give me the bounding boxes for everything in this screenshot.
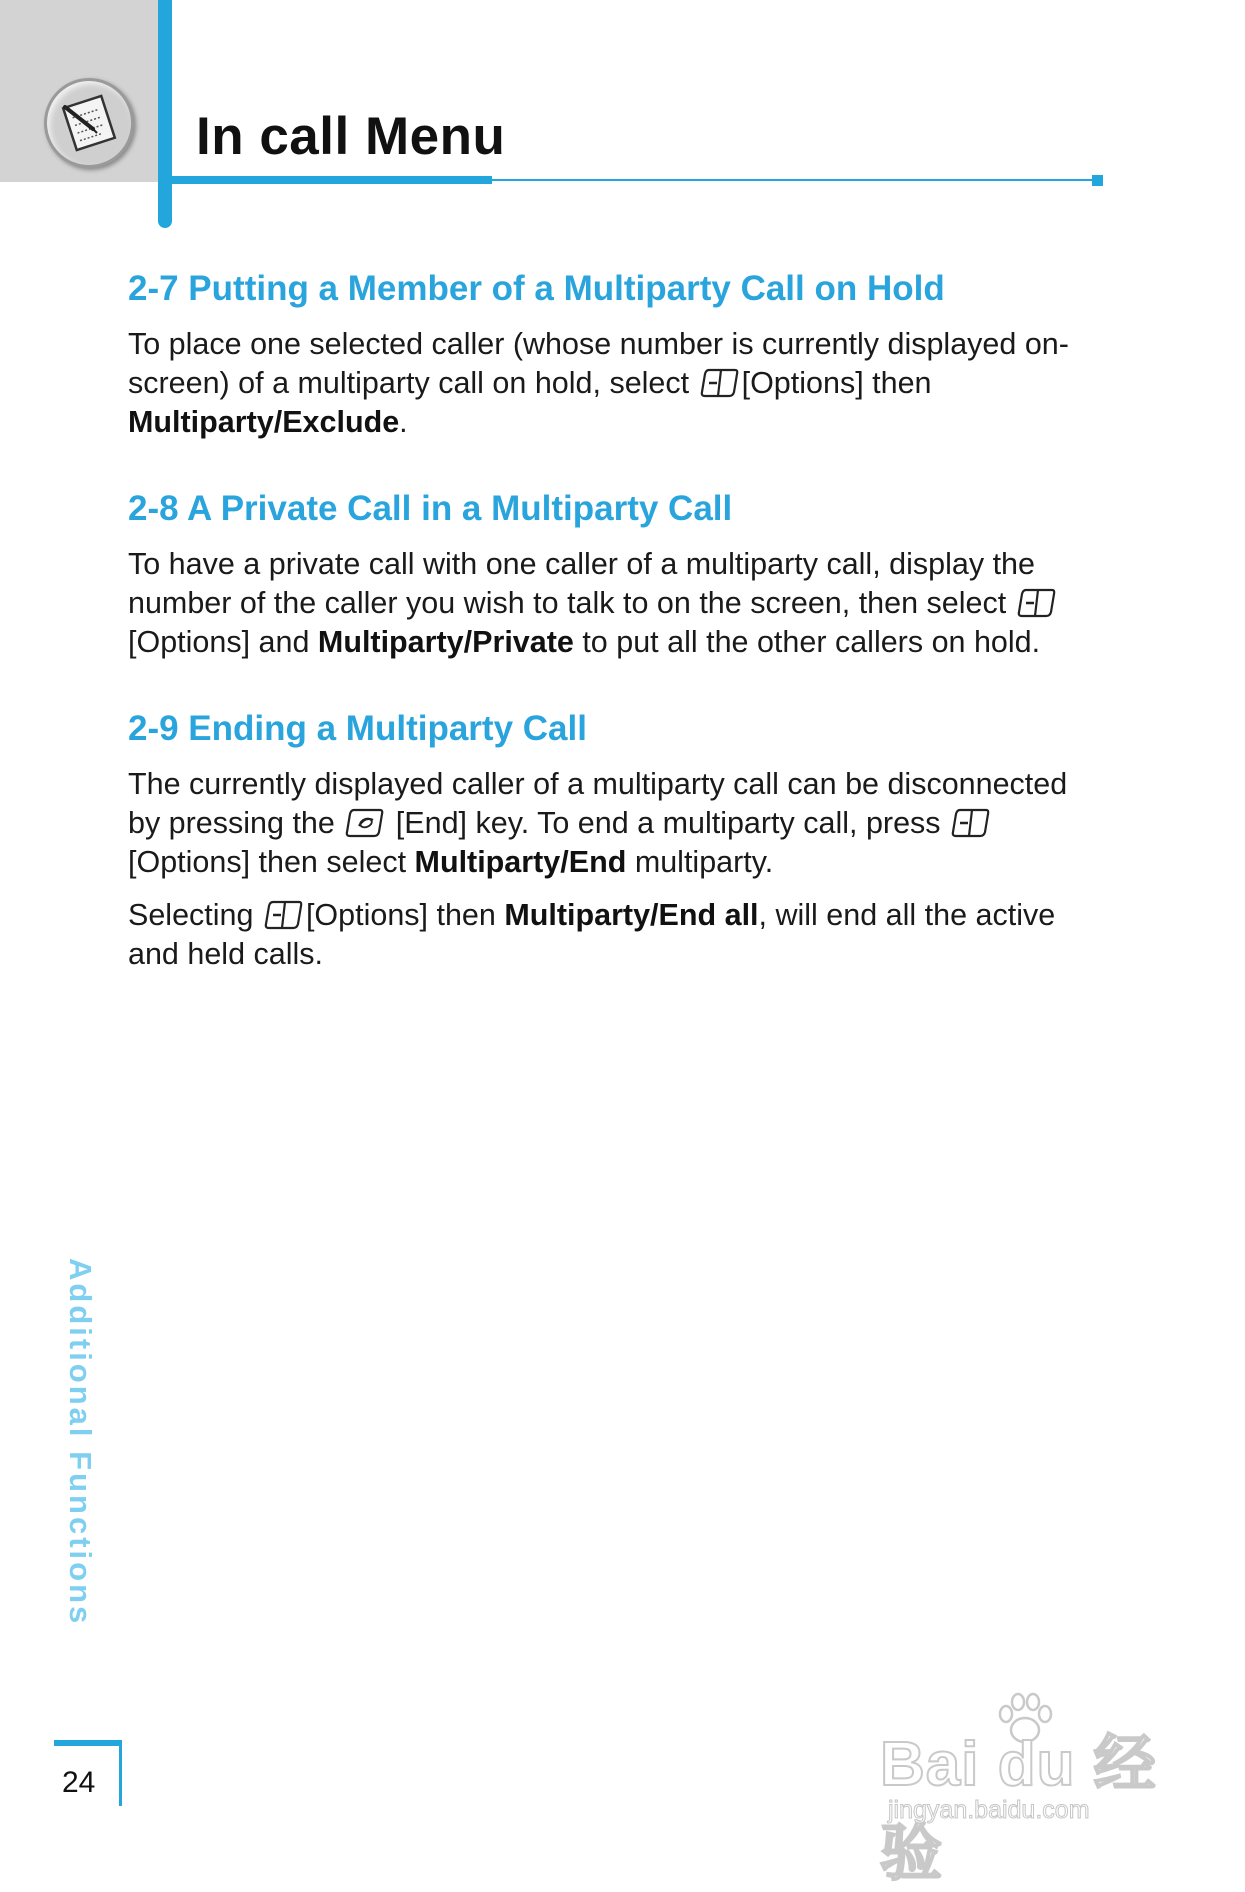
section-paragraph: To place one selected caller (whose number is currently displayed on-screen) of a multiparty call on hold, select [Options] then Multiparty/Exclude. [128,327,1069,439]
header-rule-thick [172,176,492,184]
watermark [880,1690,1180,1888]
section-heading: 2-8 A Private Call in a Multiparty Call [128,489,733,528]
page-title: In call Menu [196,107,506,166]
header-rule-end-square [1092,175,1103,186]
left-soft-key-icon [949,808,991,838]
left-soft-key-icon [1015,588,1057,618]
section-2-9 [128,702,1098,974]
side-section-label: Additional Functions [63,1258,98,1627]
header-rule-thin [492,179,1092,181]
page-number: 24 [62,1766,96,1799]
section-2-8 [128,482,1098,662]
left-soft-key-icon [698,368,740,398]
left-soft-key-icon [262,900,304,930]
section-paragraph: To have a private call with one caller of a multiparty call, display the number of the caller you wish to talk to on the screen, then select [Options] and Multiparty/Private to put all the other callers on hold. [128,545,1098,662]
page-content [128,262,1098,1014]
section-2-7 [128,262,1098,442]
header-accent-bar [158,0,172,228]
section-heading: 2-7 Putting a Member of a Multiparty Call on Hold [128,269,945,308]
end-key-icon [343,808,385,838]
section-heading: 2-9 Ending a Multiparty Call [128,709,587,748]
section-paragraph: The currently displayed caller of a multiparty call can be disconnected by pressing the [End] key. To end a multiparty call, press [Options] then select Multiparty/End multiparty. [128,767,1068,879]
watermark-url: jingyan.baidu.com [888,1796,1090,1824]
watermark-brand: Bai du 经验 [880,1730,1157,1888]
notepad-pencil-icon [44,78,134,168]
section-paragraph: Selecting [Options] then Multiparty/End all, will end all the active and held calls. [128,898,1056,971]
